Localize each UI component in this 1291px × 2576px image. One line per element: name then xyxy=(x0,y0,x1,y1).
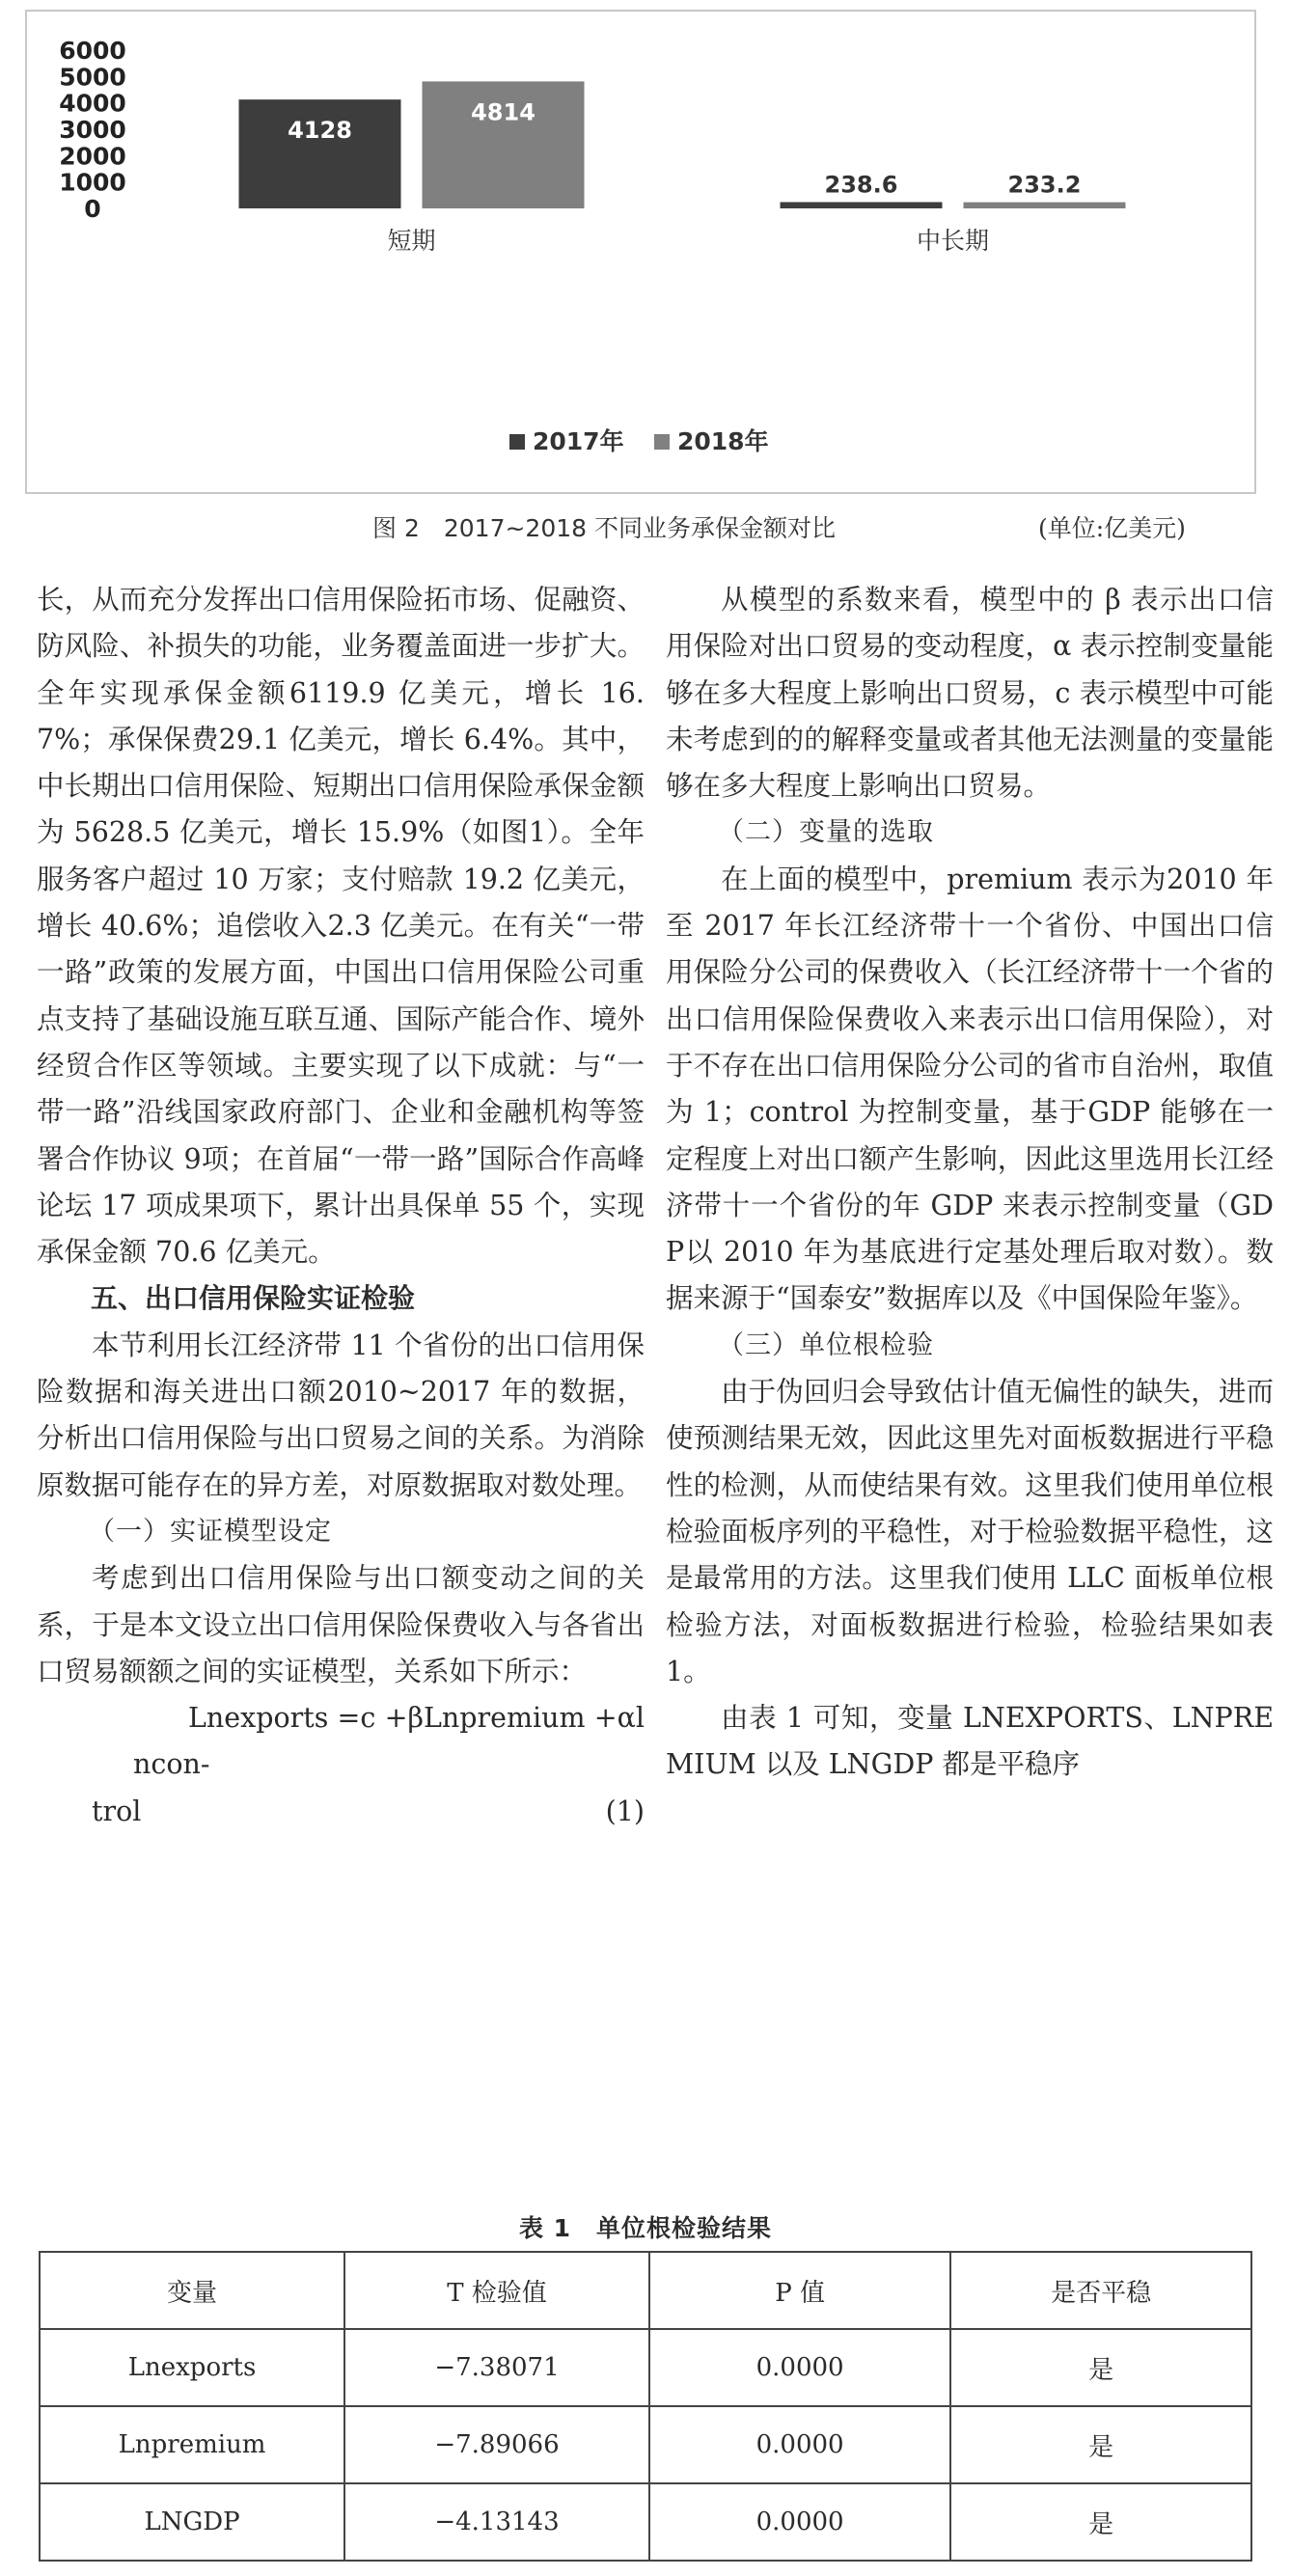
formula-line: Lnexports =c +βLnpremium +αlncon- xyxy=(133,1702,645,1781)
data-label: 4814 xyxy=(471,98,536,126)
table-row xyxy=(40,2329,1251,2406)
figure-caption xyxy=(0,509,1291,548)
bar-2017年-短期 xyxy=(239,99,401,208)
cell-t-value: −4.13143 xyxy=(344,2483,649,2561)
data-label: 238.6 xyxy=(824,171,898,199)
left-column xyxy=(37,577,645,1835)
table-header-row xyxy=(40,2252,1251,2329)
paragraph: 从模型的系数来看，模型中的 β 表示出口信用保险对出口贸易的变动程度，α 表示控制变量能够在多大程度上影响出口贸易，c 表示模型中可能未考虑到的的解释变量或者其他无法测量的变量能够在多大程度上影响出口贸易。 xyxy=(666,584,1274,803)
bar-2018年-中长期 xyxy=(964,203,1126,208)
cell-variable: Lnpremium xyxy=(40,2406,344,2483)
section-heading: 五、出口信用保险实证检验 xyxy=(91,1282,416,1315)
legend-swatch-2018年 xyxy=(654,434,670,450)
table-row xyxy=(40,2406,1251,2483)
cell-p-value: 0.0000 xyxy=(649,2329,950,2406)
cell-variable: Lnexports xyxy=(40,2329,344,2406)
y-tick-label: 2000 xyxy=(59,142,126,171)
cell-variable: LNGDP xyxy=(40,2483,344,2561)
header-t-value: T 检验值 xyxy=(344,2252,649,2329)
unit-root-test-table xyxy=(39,2251,1252,2562)
x-category-label: 短期 xyxy=(387,227,436,255)
legend-label: 2017年 xyxy=(533,427,624,455)
x-category-label: 中长期 xyxy=(916,227,990,255)
header-stationary: 是否平稳 xyxy=(950,2252,1251,2329)
formula-continuation xyxy=(37,1789,645,1835)
cell-p-value: 0.0000 xyxy=(649,2406,950,2483)
cell-stationary: 是 xyxy=(950,2483,1251,2561)
y-tick-label: 0 xyxy=(84,195,101,223)
legend-label: 2018年 xyxy=(677,427,769,455)
figure-caption-title: 图 2 2017~2018 不同业务承保金额对比 xyxy=(372,514,836,542)
subsection-heading: （三）单位根检验 xyxy=(718,1329,934,1360)
paragraph: 在上面的模型中，premium 表示为2010 年至 2017 年长江经济带十一个省份、中国出口信用保险分公司的保费收入（长江经济带十一个省的出口信用保险保费收入来表示出口信用保险），对于不存在出口信用保险分公司的省市自治州，取值为 1；control 为控制变量，基于GDP 能够在一定程度上对出口额产生影响，因此这里选用长江经济带十一个省份的年 GDP 来表示控制变量（GDP以 2010 年为基底进行定基处理后取对数）。数据来源于“国泰安”数据库以及《中国保险年鉴》。 xyxy=(666,863,1274,1315)
bar-chart xyxy=(27,12,1254,492)
y-tick-label: 4000 xyxy=(59,89,126,118)
data-label: 233.2 xyxy=(1007,171,1082,199)
cell-stationary: 是 xyxy=(950,2406,1251,2483)
formula-line2: trol xyxy=(92,1795,142,1827)
subsection-heading: （一）实证模型设定 xyxy=(89,1516,332,1547)
header-variable: 变量 xyxy=(40,2252,344,2329)
y-tick-label: 5000 xyxy=(59,63,126,92)
table-caption: 表 1 单位根检验结果 xyxy=(518,2214,773,2242)
bar-chart-figure xyxy=(25,10,1256,494)
paragraph: 本节利用长江经济带 11 个省份的出口信用保险数据和海关进出口额2010~2017 年的数据，分析出口信用保险与出口贸易之间的关系。为消除原数据可能存在的异方差，对原数据取对数处理。 xyxy=(37,1329,645,1501)
header-p-value: P 值 xyxy=(649,2252,950,2329)
formula-number: (1) xyxy=(605,1795,645,1827)
figure-caption-unit: (单位:亿美元) xyxy=(1038,514,1186,542)
table-row xyxy=(40,2483,1251,2561)
cell-t-value: −7.89066 xyxy=(344,2406,649,2483)
y-tick-label: 3000 xyxy=(59,116,126,144)
paragraph: 考虑到出口信用保险与出口额变动之间的关系，于是本文设立出口信用保险保费收入与各省出口贸易额额之间的实证模型，关系如下所示： xyxy=(37,1562,645,1687)
cell-p-value: 0.0000 xyxy=(649,2483,950,2561)
paragraph: 由表 1 可知，变量 LNEXPORTS、LNPREMIUM 以及 LNGDP 都是平稳序 xyxy=(666,1702,1274,1781)
subsection-heading: （二）变量的选取 xyxy=(718,817,934,848)
paragraph: 由于伪回归会导致估计值无偏性的缺失，进而使预测结果无效，因此这里先对面板数据进行平稳性的检测，从而使结果有效。这里我们使用单位根检验面板序列的平稳性，对于检验数据平稳性，这是最常用的方法。这里我们使用 LLC 面板单位根检验方法，对面板数据进行检验，检验结果如表 1。 xyxy=(666,1376,1274,1687)
right-column xyxy=(666,577,1274,1789)
cell-stationary: 是 xyxy=(950,2329,1251,2406)
y-tick-label: 1000 xyxy=(59,168,126,197)
y-tick-label: 6000 xyxy=(59,37,126,65)
legend-swatch-2017年 xyxy=(509,434,525,450)
data-label: 4128 xyxy=(288,117,352,145)
cell-t-value: −7.38071 xyxy=(344,2329,649,2406)
bar-2017年-中长期 xyxy=(781,202,943,208)
paragraph: 长，从而充分发挥出口信用保险拓市场、促融资、防风险、补损失的功能，业务覆盖面进一步扩大。全年实现承保金额6119.9 亿美元，增长 16.7%；承保保费29.1 亿美元，增长 6.4%。其中，中长期出口信用保险、短期出口信用保险承保金额为 5628.5 亿美元，增长 15.9%（如图1）。全年服务客户超过 10 万家；支付赔款 19.2 亿美元，增长 40.6%；追偿收入2.3 亿美元。在有关“一带一路”政策的发展方面，中国出口信用保险公司重点支持了基础设施互联互通、国际产能合作、境外经贸合作区等领域。主要实现了以下成就：与“一带一路”沿线国家政府部门、企业和金融机构等签署合作协议 9项；在首届“一带一路”国际合作高峰论坛 17 项成果项下，累计出具保单 55 个，实现承保金额 70.6 亿美元。 xyxy=(37,584,645,1269)
